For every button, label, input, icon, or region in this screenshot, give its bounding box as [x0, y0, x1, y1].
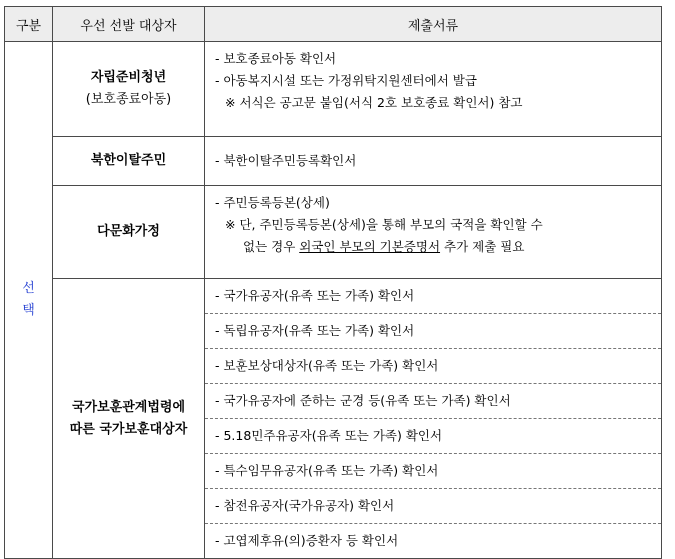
doc-line: - 국가유공자(유족 또는 가족) 확인서 [205, 279, 662, 314]
doc-note: ※ 서식은 공고문 붙임(서식 2호 보호종료 확인서) 참고 [225, 95, 523, 110]
doc-line: - 5.18민주유공자(유족 또는 가족) 확인서 [205, 419, 662, 454]
doc-line: - 고엽제후유(의)증환자 등 확인서 [205, 524, 662, 559]
docs-youth [205, 42, 662, 137]
doc-line: - 독립유공자(유족 또는 가족) 확인서 [205, 314, 662, 349]
group-label-2: 택 [22, 303, 35, 318]
target-defector: 북한이탈주민 [53, 137, 205, 186]
header-group: 구분 [5, 7, 53, 42]
doc-line: - 국가유공자에 준하는 군경 등(유족 또는 가족) 확인서 [205, 384, 662, 419]
table-header-row [5, 7, 662, 42]
target-veteran [53, 279, 205, 559]
doc-note-part: 없는 경우 [243, 239, 300, 254]
doc-line: - 보훈보상대상자(유족 또는 가족) 확인서 [205, 349, 662, 384]
priority-selection-table [4, 6, 662, 559]
target-veteran-line1: 국가보훈관계법령에 [71, 399, 186, 415]
table-row [5, 186, 662, 279]
header-target: 우선 선발 대상자 [53, 7, 205, 42]
doc-line: - 보호종료아동 확인서 [215, 51, 337, 66]
group-cell [5, 42, 53, 559]
doc-note: ※ 단, 주민등록등본(상세)을 통해 부모의 국적을 확인할 수 [225, 217, 543, 232]
group-label-1: 선 [22, 281, 35, 296]
doc-line: - 북한이탈주민등록확인서 [215, 153, 357, 168]
docs-multicultural [205, 186, 662, 279]
doc-line: - 참전유공자(국가유공자) 확인서 [205, 489, 662, 524]
doc-line: - 특수임무유공자(유족 또는 가족) 확인서 [205, 454, 662, 489]
target-youth-name: 자립준비청년 [90, 70, 167, 85]
table-row [5, 279, 662, 314]
doc-note-underlined: 외국인 부모의 기본증명서 [299, 239, 441, 254]
doc-line: - 아동복지시설 또는 가정위탁지원센터에서 발급 [215, 73, 477, 88]
target-multicultural: 다문화가정 [53, 186, 205, 279]
doc-note-part: 추가 제출 필요 [440, 239, 525, 254]
target-youth [53, 42, 205, 137]
docs-defector [205, 137, 662, 186]
table-row [5, 42, 662, 137]
target-veteran-line2: 따른 국가보훈대상자 [69, 421, 188, 437]
header-docs: 제출서류 [205, 7, 662, 42]
doc-note-cont [215, 236, 651, 258]
target-youth-sub: (보호종료아동) [85, 92, 172, 107]
table-row [5, 137, 662, 186]
doc-line: - 주민등록등본(상세) [215, 195, 330, 210]
